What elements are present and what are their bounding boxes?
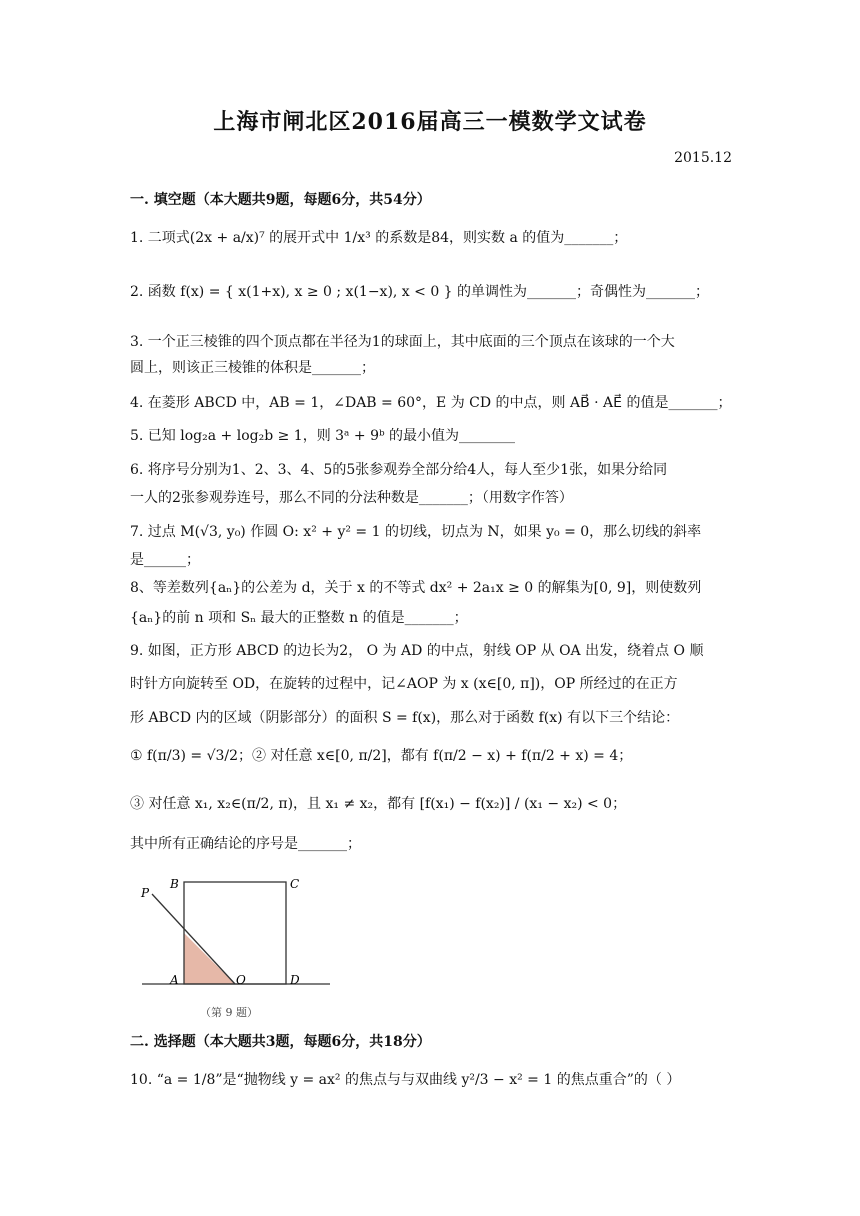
question-4: 4. 在菱形 ABCD 中，AB = 1，∠DAB = 60°，E 为 CD 的中点，则 AB⃗ · AE⃗ 的值是_______；: [130, 395, 732, 411]
question-7-line-2: 是______；: [130, 552, 200, 568]
question-3-line-1: 3. 一个正三棱锥的四个顶点都在半径为1的球面上，其中底面的三个顶点在该球的一个大: [130, 334, 675, 350]
section-2-heading: 二. 选择题（本大题共3题，每题6分，共18分）: [130, 1034, 431, 1050]
question-9-conclusion-3: ③ 对任意 x₁, x₂∈(π/2, π)，且 x₁ ≠ x₂，都有 [f(x₁) − f(x₂)] / (x₁ − x₂) < 0；: [130, 796, 627, 812]
question-6-line-1: 6. 将序号分别为1、2、3、4、5的5张参观券全部分给4人，每人至少1张，如果分给同: [130, 462, 668, 478]
question-2: 2. 函数 f(x) = { x(1+x), x ≥ 0 ; x(1−x), x < 0 } 的单调性为_______；奇偶性为_______；: [130, 284, 710, 300]
label-b: B: [170, 877, 179, 891]
question-9-line-1: 9. 如图，正方形 ABCD 的边长为2， O 为 AD 的中点，射线 OP 从 OA 出发，绕着点 O 顺: [130, 643, 704, 659]
question-6-line-2: 一人的2张参观券连号，那么不同的分法种数是_______；（用数字作答）: [130, 490, 573, 506]
question-8-line-1: 8、等差数列{aₙ}的公差为 d，关于 x 的不等式 dx² + 2a₁x ≥ 0 的解集为[0, 9]，则使数列: [130, 580, 702, 596]
label-a: A: [170, 973, 179, 987]
question-9-line-2: 时针方向旋转至 OD，在旋转的过程中，记∠AOP 为 x (x∈[0, π])，OP 所经过的在正方: [130, 676, 678, 692]
question-9-figure: [138, 872, 338, 1020]
label-o: O: [236, 973, 246, 987]
question-5: 5. 已知 log₂a + log₂b ≥ 1，则 3ᵃ + 9ᵇ 的最小值为________: [130, 428, 516, 444]
label-d: D: [290, 973, 300, 987]
question-9-answer: 其中所有正确结论的序号是_______；: [130, 836, 361, 852]
section-1-heading: 一. 填空题（本大题共9题，每题6分，共54分）: [130, 192, 431, 208]
page-title: 上海市闸北区2016届高三一模数学文试卷: [213, 109, 647, 135]
question-3-line-2: 圆上，则该正三棱锥的体积是_______；: [130, 360, 375, 376]
question-7-line-1: 7. 过点 M(√3, y₀) 作圆 O: x² + y² = 1 的切线，切点为 N，如果 y₀ = 0，那么切线的斜率: [130, 524, 702, 540]
figure-caption: （第 9 题）: [200, 1006, 258, 1019]
label-c: C: [290, 877, 300, 891]
date-label: 2015.12: [674, 150, 732, 166]
question-9-line-3: 形 ABCD 内的区域（阴影部分）的面积 S = f(x)，那么对于函数 f(x) 有以下三个结论：: [130, 710, 680, 726]
question-8-line-2: {aₙ}的前 n 项和 Sₙ 最大的正整数 n 的值是_______；: [130, 610, 468, 626]
square-diagram: [138, 872, 338, 1020]
label-p: P: [141, 886, 150, 900]
question-9-conclusions-1-2: ① f(π/3) = √3/2；② 对任意 x∈[0, π/2]，都有 f(π/2 − x) + f(π/2 + x) = 4；: [130, 748, 633, 764]
question-1: 1. 二项式(2x + a/x)⁷ 的展开式中 1/x³ 的系数是84，则实数 a 的值为_______；: [130, 230, 628, 246]
question-10: 10. “a = 1/8”是“抛物线 y = ax² 的焦点与与双曲线 y²/3 − x² = 1 的焦点重合”的（ ）: [130, 1072, 681, 1088]
